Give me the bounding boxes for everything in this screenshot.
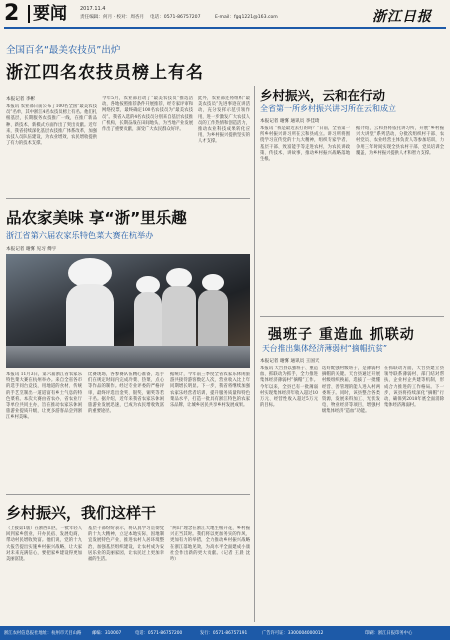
article2-col3: 据统计，今年前三季度全省农家乐休闲旅游共接待游客数亿人次，营业收入比上年同期增长明显。下一步，我省将继续加强农家乐经营者培训，提升服务质量和特色菜品水平，打造一批具有浙江特色的农家乐品牌，让城乡居民共享乡村发展成果。	[170, 372, 250, 409]
article1-kicker: 全国百名“最美农技员”出炉	[6, 45, 121, 56]
article2-col1: 本报讯 11月3日，第六届浙江省农家乐特色菜大赛在杭州举办。来自全省各市的选手同台竞技，用地道的食材、传统的手艺烹制出一道道富有乡土气息的特色菜肴。本次大赛由省农办、省农业厅等单位共同主办，旨在推动农家乐休闲旅游业提质升级，让更多游客品尝到浙江乡村美味。	[6, 372, 82, 421]
column-divider	[254, 86, 255, 622]
article5-byline: 本报记者 谢雾 通讯员 王国天	[260, 359, 320, 364]
footer-ad-license: 广告许可证：3300004000012	[262, 631, 324, 636]
article3-col2: 基层干部纷纷表示，将认真学习贯彻党的十九大精神，立足本地实际，因地制宜发展特色产业，推进农村人居环境整治，加强基层组织建设，让农村成为安居乐业的美丽家园，让农民过上更加幸福的生活。	[88, 526, 164, 563]
article3-headline: 乡村振兴，我们这样干	[6, 504, 157, 522]
footer-address: 浙江农村信息报社地址：杭州市天目山路	[4, 631, 82, 636]
editor-line: 责任编辑：何月 · 校对：周杏月	[80, 15, 145, 20]
article4-col1: 本报讯 “我是最近去打的吗？”日前，全省第一所乡村振兴讲习所在云和县成立。讲习所将围绕学习宣传党的十九大精神，组织专家学者、基层干部、致富能手等走进农村，为农民讲政策、传技术、讲故事，推动乡村振兴战略落地生根。	[260, 126, 350, 163]
footer-printer: 印刷：浙江日报印务中心	[365, 631, 413, 636]
article3-col3: “两山”理念在浙江大地生根开花，乡村振兴正当其时。我们将以更加务实的作风、更加有力的举措，全力推动乡村振兴战略在浙江落地见效，为高水平全面建成小康社会作出新的更大贡献。（记者 王晨 沈吟）	[170, 526, 250, 563]
chef-hat	[202, 274, 224, 291]
article2-col2: 比赛现场，各参赛队伍精心准备，选手们在规定时间内完成冷菜、热菜、点心等作品的制作。经过专业评委的严格评审，最终评选出金奖、银奖、铜奖等若干名。据介绍，近年来我省农家乐休闲旅游业发展迅速，已成为农民增收致富的重要途径。	[88, 372, 164, 415]
article4-col2: 据介绍，云和县将依托讲习所，开展“乡村振兴大讲堂”系列活动，分批次组织村干部、农村党员、农业经营主体负责人等参加培训，力争用三年时间实现全县农村干部、党员培训全覆盖，为乡村振兴提供人才和智力支撑。	[356, 126, 444, 156]
article1-col2: 今年5月，农业部启动了“最美农技员”推选活动，各地按照推荐条件开展推荐，经专家评审和网络投票，最终确定100名农技员为“最美农技员”。我省入选的4名农技员分别来自基层农技推广机构，长期奋战在田间地头，为当地产业发展作出了重要贡献，深受广大农民群众好评。	[102, 96, 193, 133]
article4-headline: 乡村振兴，云和在行动	[260, 88, 386, 103]
header-email: E-mail：fgq1221@163.com	[215, 15, 278, 20]
article5-col2: 选好配强村级班子，是薄弱村摘帽的关键。天台县通过开展村级组织换届，选拔了一批懂经营、善管理的能人进入村两委班子。同时，该县整合各类资源，发展来料加工、光伏发电、物业经济等项目，增强村级集体经济“造血”功能。	[322, 366, 380, 415]
article5-subhead: 天台推出集体经济薄弱村“摘帽抗贫”	[262, 344, 388, 353]
article5-top-rule	[260, 316, 444, 317]
article5-col1: 本报讯 天台县以强班子、重造血、抓联动为抓手，全力推进集体经济薄弱村“摘帽”工作。今年以来，全县已有一批薄弱村实现集体经济年收入超过10万元、经营性收入超过5万元的目标。	[260, 366, 318, 409]
article3-top-rule	[6, 494, 250, 495]
article1-col3: 此外，农业部还将组织“最美农技员”先进事迹宣讲活动，充分发挥示范引领作用，进一步激发广大农技人员的工作热情和创造活力，推动农业科技成果转化应用，为乡村振兴提供坚实的人才支撑。	[198, 96, 250, 145]
footer-distribution: 发行：0571-86757191	[200, 631, 248, 636]
kitchen-counter	[6, 346, 250, 368]
chef-hat	[166, 268, 192, 288]
article4-subhead: 全省第一所乡村振兴讲习所在云和成立	[260, 104, 396, 113]
article2-subhead: 浙江省第六届农家乐特色菜大赛在杭举办	[6, 230, 154, 240]
article1-col1: 本报讯 农业部日前公布了100名全国“最美农技员”名单，其中浙江4名农技员榜上有名。他们扎根基层，长期服务农技推广一线，在推广新品种、新技术、新模式方面作出了突出贡献。近年来，我省持续深化基层农技推广体系改革，加强农技人员队伍建设，为农业增效、农民增收提供了有力的技术支撑。	[6, 104, 97, 147]
article2-byline: 本报记者 谢雾 见习 傅宇	[6, 247, 57, 252]
masthead-logo: 浙江日报	[372, 9, 432, 25]
article1-byline: 本报记者 李彬	[6, 97, 36, 102]
header-rule	[4, 27, 446, 29]
article3-col1: （上接第1版）在浙西山区，一批年轻人回到家乡创业，开办民宿、发展电商，带动村民增收致富。他们说，党的十九大报告提出实施乡村振兴战略，让大家对未来充满信心，要把家乡建设得更加美丽富饶。	[6, 526, 82, 563]
section-name: 要闻	[33, 4, 67, 24]
page-footer	[0, 626, 450, 640]
issue-date: 2017.11.4	[80, 6, 106, 12]
article1-headline: 浙江四名农技员榜上有名	[6, 63, 204, 83]
header-phone: 电话：0571-86757207	[150, 15, 201, 20]
article5-col3: 在抓联动方面，天台县建立县领导联系薄弱村、部门结对帮扶、企业村企共建等机制，形成合力推进的工作格局。下一步，该县将持续深化“摘帽”行动，确保到2018年底全面消除集体经济薄弱村。	[384, 366, 444, 409]
article4-byline: 本报记者 谢雾 通讯员 李佳琦	[260, 119, 320, 124]
footer-postcode: 邮编：310007	[92, 631, 122, 636]
article5-headline: 强班子 重造血 抓联动	[268, 327, 415, 343]
page-header	[0, 0, 450, 30]
page-number: 2	[4, 1, 20, 26]
chef-competition-photo	[6, 254, 250, 368]
section-divider	[28, 5, 30, 23]
article2-top-rule	[6, 198, 250, 199]
article2-headline: 品农家美味 享“浙”里乐趣	[6, 209, 187, 227]
footer-phone: 电话：0571-86757200	[135, 631, 183, 636]
